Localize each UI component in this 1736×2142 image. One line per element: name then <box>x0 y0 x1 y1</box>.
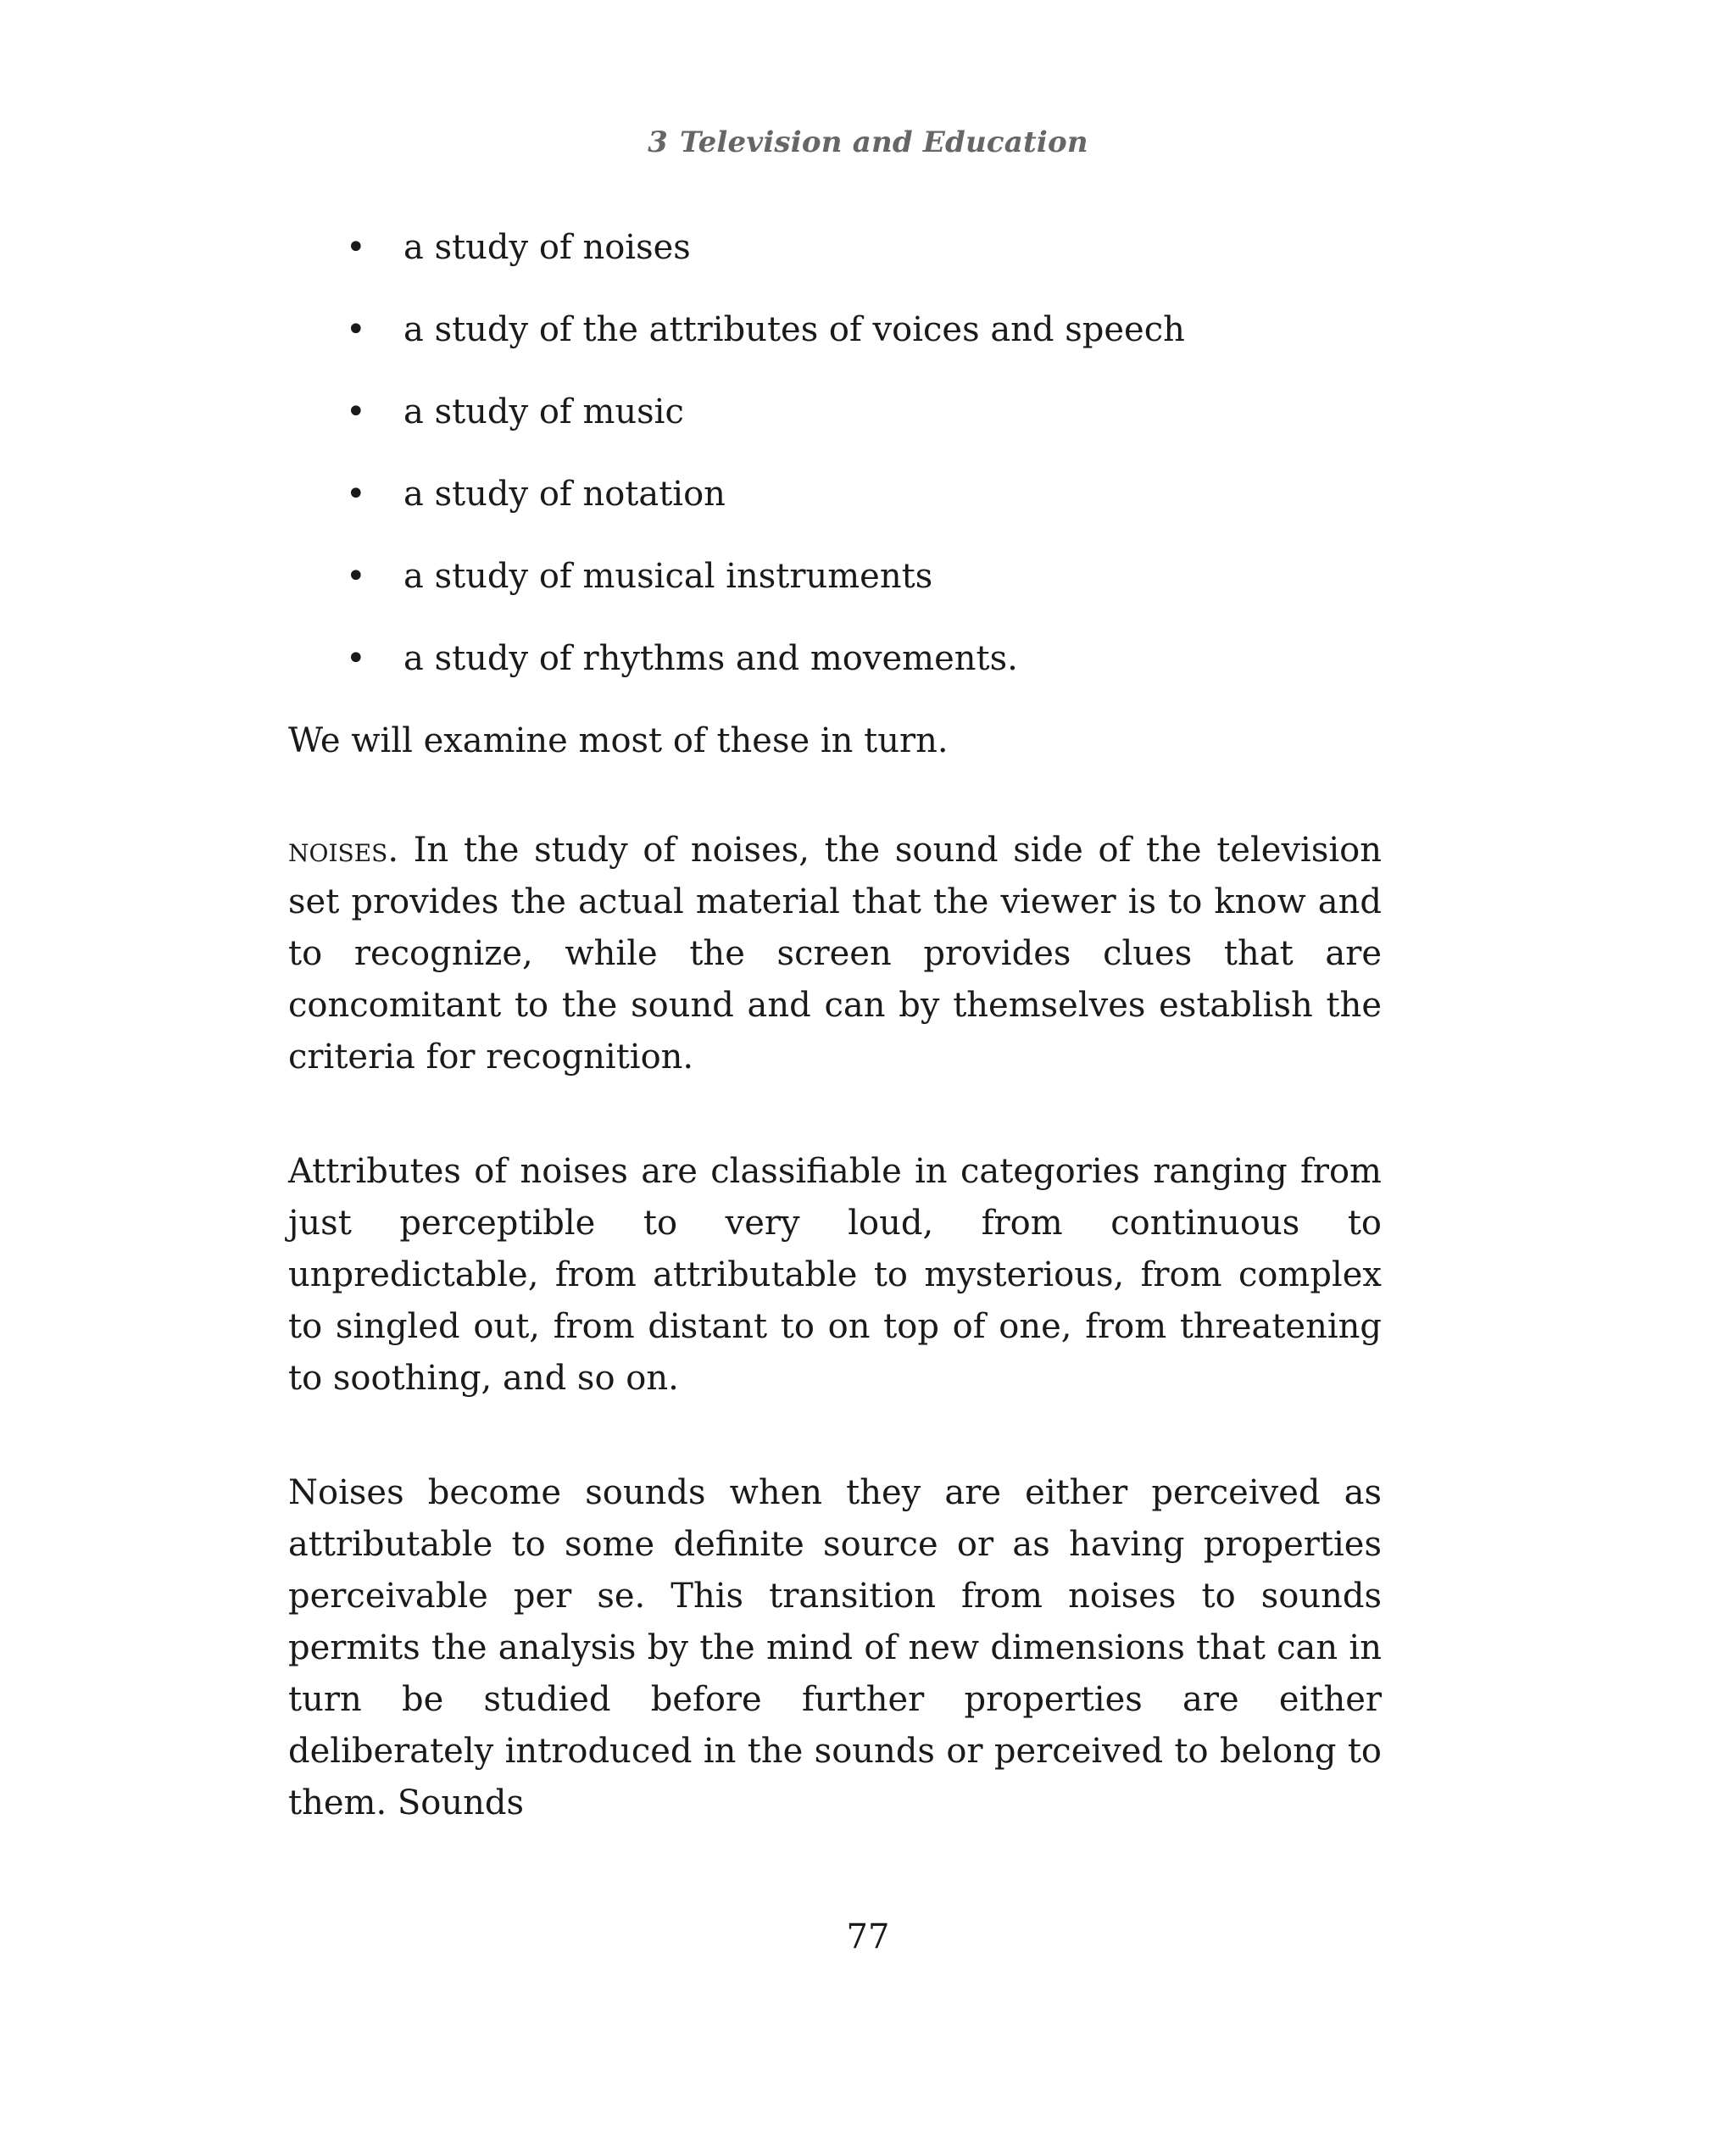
noises-paragraph <box>288 825 1382 1083</box>
attributes-paragraph: Attributes of noises are classifiable in categories ranging from just perceptible to very loud, from continuous to unpredictable, from attributable to mysterious, from complex to singled out, from distant to on top of one, from threatening to soothing, and so on. <box>288 1152 1382 1398</box>
list-item: • a study of noises <box>288 222 1382 274</box>
list-item: • a study of musical instruments <box>288 551 1382 603</box>
noises-run-in-heading: noises <box>288 831 388 870</box>
noises-paragraph-text: . In the study of noises, the sound side of the television set provides the actual material that the viewer is to know and to recognize, while the screen provides clues that are concomitant to the sound and can by themselves establish the criteria for recognition. <box>288 831 1382 1077</box>
lead-paragraph: We will examine most of these in turn. <box>288 721 949 760</box>
page-body <box>288 222 1382 1892</box>
running-head <box>0 125 1736 159</box>
bullet-icon: • <box>346 392 366 431</box>
list-item: • a study of music <box>288 387 1382 438</box>
chapter-title: Television and Education <box>679 125 1088 159</box>
chapter-number: 3 <box>648 125 668 159</box>
bullet-icon: • <box>346 228 366 267</box>
topic-list <box>288 222 1382 685</box>
bullet-icon: • <box>346 557 366 596</box>
page-number: 77 <box>846 1917 890 1956</box>
bullet-icon: • <box>346 310 366 349</box>
list-item: • a study of notation <box>288 469 1382 520</box>
bullet-icon: • <box>346 639 366 678</box>
list-item: • a study of the attributes of voices and speech <box>288 304 1382 356</box>
sounds-paragraph: Noises become sounds when they are either perceived as attributable to some definite source or as having properties perceivable per se. This transition from noises to sounds permits the analysis by the mind of new dimensions that can in turn be studied before further properties are either deliberately introduced in the sounds or perceived to belong to them. Sounds <box>288 1473 1382 1822</box>
list-item: • a study of rhythms and movements. <box>288 633 1382 685</box>
bullet-icon: • <box>346 475 366 514</box>
